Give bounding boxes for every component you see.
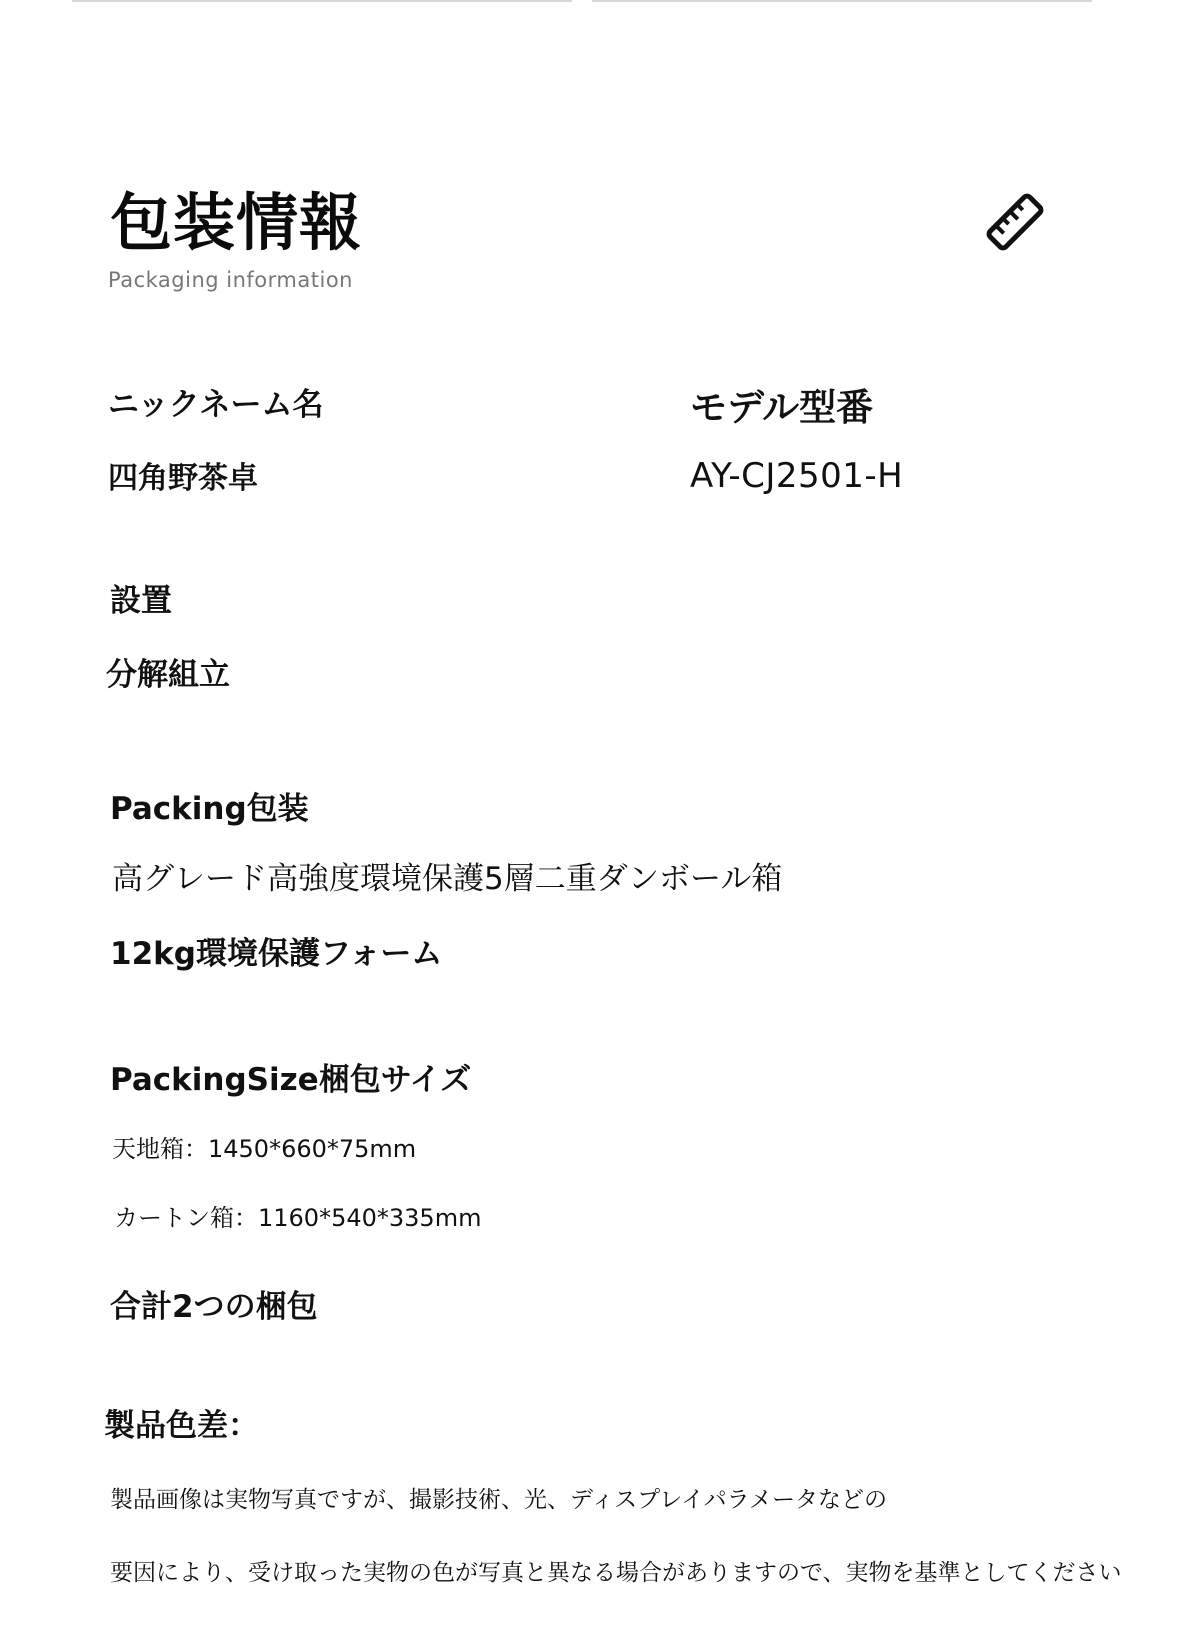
packing-size-label: PackingSize梱包サイズ: [110, 1062, 472, 1098]
installation-value: 分解組立: [106, 657, 230, 693]
packing-label: Packing包装: [110, 791, 309, 827]
model-label: モデル型番: [690, 386, 874, 429]
package-total-text: 合計2つの梱包: [110, 1289, 318, 1325]
page-title: 包装情報: [110, 186, 363, 259]
color-difference-text-1: 製品画像は実物写真ですが、撮影技術、光、ディスプレイパラメータなどの: [110, 1487, 887, 1513]
nickname-value: 四角野茶卓: [108, 461, 258, 496]
top-divider-left: [72, 0, 572, 2]
box1-size-text: 天地箱：1450*660*75mm: [112, 1135, 417, 1163]
packing-material-text: 高グレード高強度環境保護5層二重ダンボール箱: [112, 861, 783, 897]
top-divider-right: [592, 0, 1092, 2]
box2-size-text: カートン箱：1160*540*335mm: [114, 1204, 482, 1232]
color-difference-text-2: 要因により、受け取った実物の色が写真と異なる場合がありますので、実物を基準としてください: [110, 1560, 1122, 1586]
page-subtitle: Packaging information: [108, 268, 353, 292]
model-value: AY-CJ2501-H: [690, 456, 904, 496]
ruler-icon: [985, 192, 1045, 252]
nickname-label: ニックネーム名: [108, 387, 324, 423]
packing-foam-text: 12kg環境保護フォーム: [110, 936, 443, 972]
installation-label: 設置: [110, 583, 172, 619]
color-difference-label: 製品色差：: [104, 1408, 259, 1444]
